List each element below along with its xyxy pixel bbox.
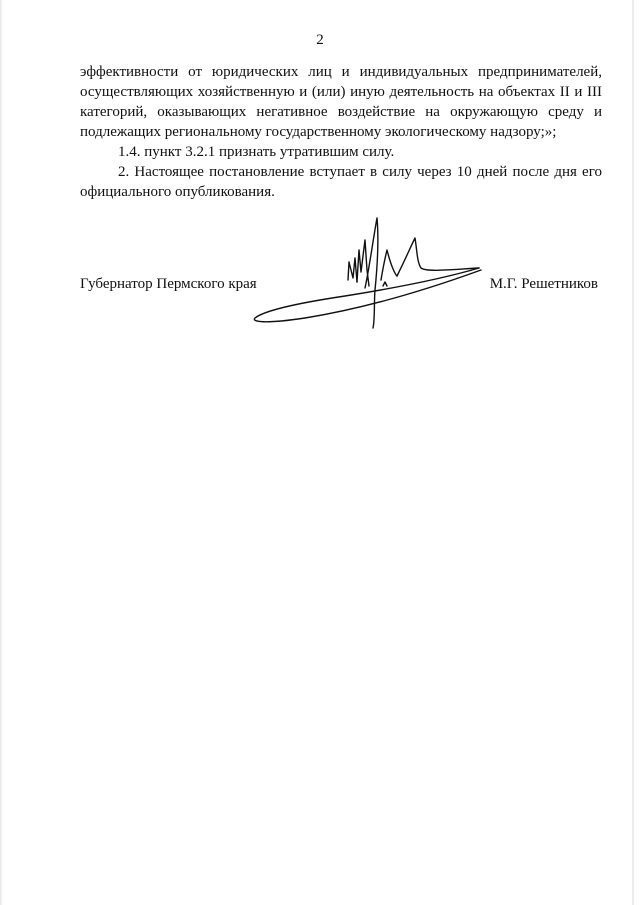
scan-edge-left [0,0,3,905]
document-body [80,62,602,202]
item-2-paragraph: 2. Настоящее постановление вступает в силу через 10 дней после дня его официального опубликования. [80,164,602,200]
scan-edge-right [632,0,634,905]
signer-title: Губернатор Пермского края [80,276,257,292]
signer-name: М.Г. Решетников [489,276,598,292]
page-number: 2 [316,32,324,48]
item-1-4-paragraph: 1.4. пункт 3.2.1 признать утратившим силу. [118,144,395,160]
handwritten-signature [245,210,485,340]
continuation-paragraph: эффективности от юридических лиц и индивидуальных предпринимателей, осуществляющих хозяйственную и (или) иную деятельность на объектах II и III категорий, оказывающих негативное воздействие на окружающую среду и подлежащих региональному государственному экологическому надзору;»; [80,64,602,140]
